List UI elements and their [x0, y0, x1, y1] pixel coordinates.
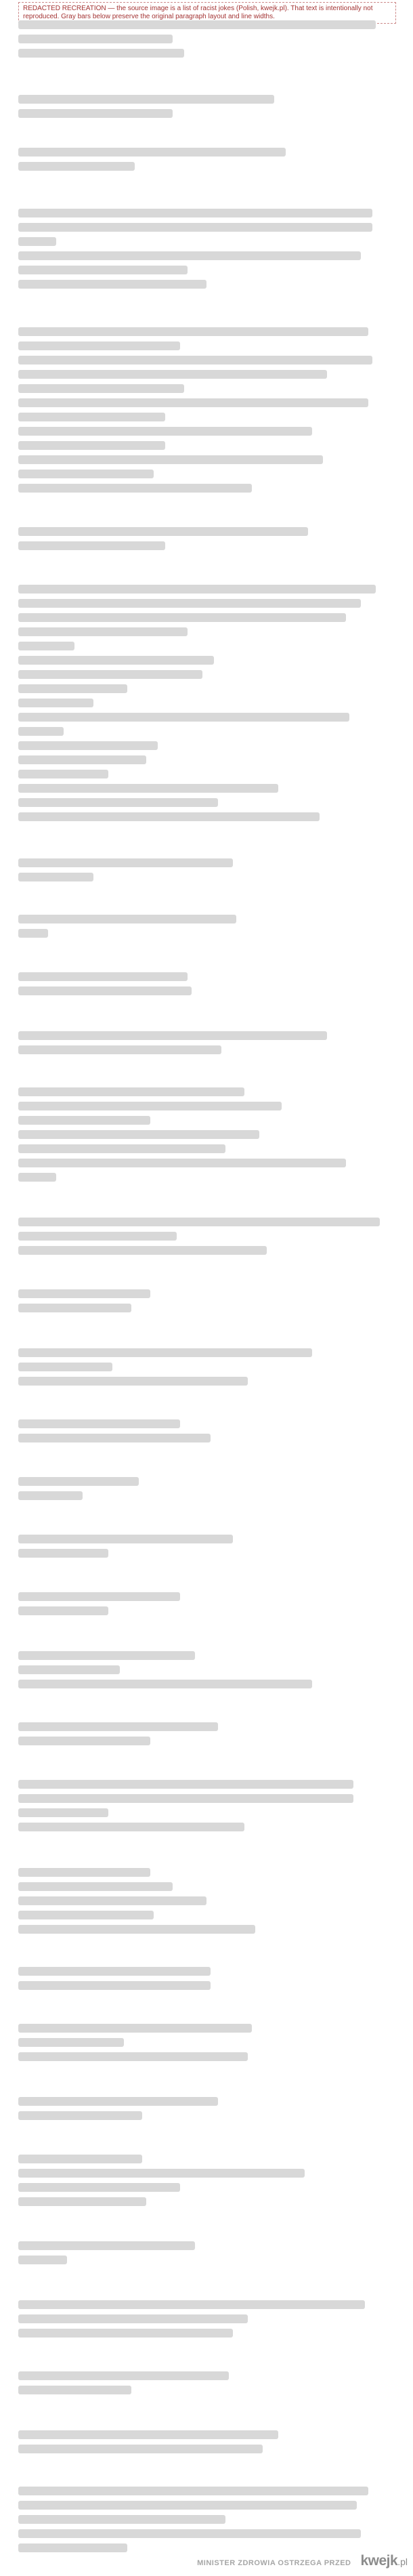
redacted-text-line — [18, 1808, 108, 1817]
redacted-text-line — [18, 2256, 67, 2264]
redacted-text-line — [18, 1967, 211, 1976]
redacted-text-line — [18, 1491, 83, 1500]
redacted-text-line — [18, 1477, 139, 1486]
redacted-text-line — [18, 2300, 365, 2309]
redacted-text-line — [18, 251, 361, 260]
redacted-text-line — [18, 1981, 211, 1990]
redacted-text-line — [18, 384, 184, 393]
redacted-text-line — [18, 1665, 120, 1674]
redacted-text-line — [18, 972, 188, 981]
redacted-text-line — [18, 2314, 248, 2323]
redacted-text-line — [18, 2052, 248, 2061]
redacted-text-line — [18, 755, 146, 764]
redacted-text-line — [18, 713, 349, 722]
redacted-text-line — [18, 1232, 177, 1241]
redacted-text-line — [18, 2097, 218, 2106]
redacted-text-line — [18, 1419, 180, 1428]
redacted-text-line — [18, 2371, 229, 2380]
redacted-text-line — [18, 20, 376, 29]
kwejk-logo — [360, 2553, 408, 2569]
redacted-text-line — [18, 1868, 150, 1877]
redacted-text-line — [18, 427, 312, 436]
redacted-text-line — [18, 1794, 353, 1803]
redacted-text-line — [18, 2169, 305, 2178]
redacted-text-line — [18, 770, 108, 778]
redacted-text-line — [18, 699, 93, 707]
redacted-text-line — [18, 2487, 368, 2495]
redacted-text-line — [18, 1087, 244, 1096]
redacted-text-line — [18, 1289, 150, 1298]
redacted-text-line — [18, 1377, 248, 1386]
redacted-text-line — [18, 1159, 346, 1167]
redacted-text-line — [18, 613, 346, 622]
redacted-text-line — [18, 1348, 312, 1357]
redacted-text-line — [18, 727, 64, 736]
redacted-text-line — [18, 280, 206, 289]
redacted-text-line — [18, 1925, 255, 1934]
redacted-text-line — [18, 1144, 225, 1153]
redacted-text-line — [18, 398, 368, 407]
redacted-text-line — [18, 741, 158, 750]
redacted-text-line — [18, 1304, 131, 1312]
redacted-text-line — [18, 2515, 225, 2524]
redacted-text-line — [18, 1045, 221, 1054]
redacted-text-line — [18, 1218, 380, 1226]
redacted-text-line — [18, 858, 233, 867]
redacted-text-line — [18, 1823, 244, 1831]
redacted-text-line — [18, 1737, 150, 1745]
redacted-text-line — [18, 2529, 361, 2538]
redacted-text-line — [18, 2445, 263, 2453]
redacted-text-line — [18, 2183, 180, 2192]
redacted-text-line — [18, 2241, 195, 2250]
redacted-text-line — [18, 670, 202, 679]
redacted-text-line — [18, 266, 188, 274]
redacted-text-line — [18, 1592, 180, 1601]
redacted-text-line — [18, 1911, 154, 1919]
redacted-text-line — [18, 1882, 173, 1891]
redacted-text-line — [18, 873, 93, 881]
redacted-text-line — [18, 370, 327, 379]
redacted-text-line — [18, 441, 165, 450]
redacted-text-line — [18, 541, 165, 550]
redacted-text-line — [18, 527, 308, 536]
redacted-text-line — [18, 1651, 195, 1660]
redacted-text-line — [18, 95, 274, 104]
redacted-text-line — [18, 798, 218, 807]
redacted-text-line — [18, 1116, 150, 1125]
redacted-text-line — [18, 1535, 233, 1543]
redacted-text-line — [18, 2430, 278, 2439]
redacted-text-line — [18, 1549, 108, 1558]
redacted-text-line — [18, 1780, 353, 1789]
redacted-text-line — [18, 1896, 206, 1905]
redacted-text-line — [18, 2024, 252, 2033]
kwejk-logo-suffix: .pl — [397, 2556, 408, 2567]
redacted-text-line — [18, 2111, 142, 2120]
redacted-text-line — [18, 1031, 327, 1040]
redacted-text-line — [18, 109, 173, 118]
redacted-text-line — [18, 684, 127, 693]
redacted-text-line — [18, 656, 214, 665]
redacted-text-line — [18, 929, 48, 938]
redacted-text-line — [18, 209, 372, 217]
redacted-text-line — [18, 585, 376, 594]
redacted-text-line — [18, 1246, 267, 1255]
redacted-text-line — [18, 1173, 56, 1182]
watermark-warning-text: MINISTER ZDROWIA OSTRZEGA PRZED — [197, 2559, 351, 2567]
redacted-text-line — [18, 986, 192, 995]
redacted-text-line — [18, 1606, 108, 1615]
redacted-text-line — [18, 455, 323, 464]
redacted-text-line — [18, 1363, 112, 1371]
redacted-text-line — [18, 1680, 312, 1688]
redacted-text-line — [18, 599, 361, 608]
redacted-text-line — [18, 470, 154, 478]
redacted-text-line — [18, 1722, 218, 1731]
redacted-text-line — [18, 1102, 282, 1110]
redacted-text-line — [18, 2155, 142, 2163]
watermark — [0, 2553, 413, 2569]
redacted-text-line — [18, 915, 236, 923]
redacted-text-line — [18, 327, 368, 336]
redacted-text-line — [18, 356, 372, 365]
redacted-text-line — [18, 627, 188, 636]
redacted-text-line — [18, 784, 278, 793]
redacted-text-line — [18, 237, 56, 246]
kwejk-logo-text: kwejk — [360, 2553, 398, 2569]
redacted-text-line — [18, 812, 320, 821]
redacted-text-line — [18, 484, 252, 493]
redacted-text-line — [18, 148, 286, 157]
redacted-text-line — [18, 2543, 127, 2552]
redacted-text-line — [18, 2197, 146, 2206]
redacted-text-line — [18, 1130, 259, 1139]
redacted-text-line — [18, 2386, 131, 2394]
redacted-text-line — [18, 162, 135, 171]
redaction-notice: REDACTED RECREATION — the source image is a list of racist jokes (Polish, kwejk.pl). That text is intentionally not reproduced. Gray bars below preserve the original paragraph layout and line widths. — [18, 2, 396, 24]
redacted-text-line — [18, 642, 74, 650]
redacted-text-line — [18, 1434, 211, 1442]
redacted-text-line — [18, 35, 173, 43]
redacted-text-line — [18, 413, 165, 421]
redacted-text-line — [18, 2038, 124, 2047]
redacted-text-line — [18, 341, 180, 350]
redacted-text-line — [18, 223, 372, 232]
redacted-text-line — [18, 49, 184, 58]
redacted-text-line — [18, 2329, 233, 2338]
redacted-text-line — [18, 2501, 357, 2510]
